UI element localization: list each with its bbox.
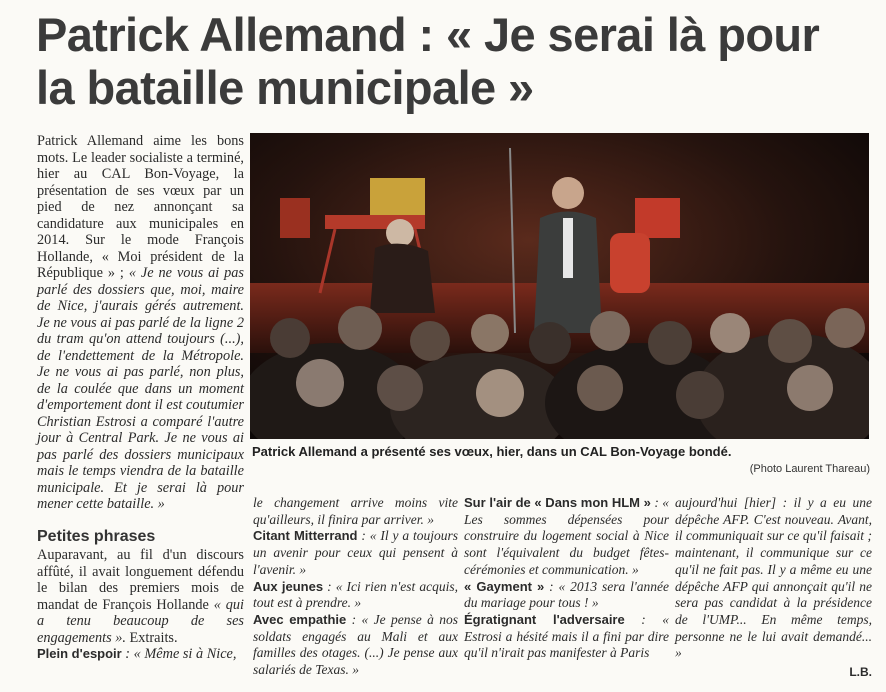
intro-quote: « Je ne vous ai pas parlé des dossiers que, moi, maire de Nice, j'aurais gérés autrement. Je ne vous ai pas parlé de la ligne 2 du tram qu'on attend toujours (...), de l'endettement de la Métropole. Je ne vous ai pas parlé, non plus, de la coulée que dans un moment d'emportement dont il est coutumier Christian Estrosi a comparé l'autre jour à Central Park. Je ne vous ai pas parlé des dossiers municipaux mais le temps viendra de la bataille municipale. Et je serai là pour mener cette bataille. » [37, 265, 244, 512]
quote-text: le changement arrive moins vite qu'ailleurs, il finira par arriver. » [253, 495, 458, 527]
quote-continuation [675, 495, 872, 662]
article-column-4 [675, 495, 872, 681]
intro-text: Patrick Allemand aime les bons mots. Le leader socialiste a terminé, hier au CAL Bon-Voyage, la présentation de ses vœux par un pied de nez annonçant sa candidature aux municipales en 2014. Sur le mode François Hollande, « Moi président de la République » ; [37, 133, 244, 281]
lead-citant-mitterrand: Citant Mitterrand [253, 528, 358, 544]
quote-text: aujourd'hui [hier] : il y a eu une dépêche AFP. C'est nouveau. Avant, il communiquait sur ce qu'il faisait ; maintenant, il communique sur ce qu'il ne fait pas. Il y a même eu une dépêche AFP qui annonçait qu'il ne sera pas candidat à la présidence de l'UMP... En même temps, personne ne le lui avait demandé... » [675, 495, 872, 661]
quote-empathie [253, 612, 458, 679]
lead-avec-empathie: Avec empathie [253, 611, 347, 627]
quote-text: : « Même si à Nice, [121, 646, 237, 662]
event-photo [250, 133, 869, 439]
quote-plein-espoir [37, 646, 244, 663]
quote-adversaire [464, 612, 669, 662]
quote-text: : « Il y a toujours un avenir pour ceux qui pensent à l'avenir. » [253, 528, 458, 577]
para2-text: Auparavant, au fil d'un discours affûté, il avait longuement défendu le bilan des premiers mois de mandat de François Hollande [37, 547, 244, 613]
second-paragraph [37, 547, 244, 646]
quote-continuation [253, 495, 458, 528]
photo-caption: Patrick Allemand a présenté ses vœux, hier, dans un CAL Bon-Voyage bondé. [252, 444, 732, 459]
stage-scene-illustration [250, 133, 869, 439]
quote-text: : « Les sommes dépensées pour construire du logement social à Nice sont l'équivalent du budget fêtes-cérémonies et communication. » [464, 495, 669, 577]
subhead-petites-phrases: Petites phrases [37, 527, 156, 545]
quote-text: : « Estrosi a hésité mais il a fini par dire qu'il n'irait pas manifester à Paris [464, 611, 670, 661]
para2-quote: « qui a tenu beaucoup de ses engagements ». [37, 596, 244, 646]
article-column-3 [464, 495, 669, 662]
quote-text: : « Je pense à nos soldats engagés au Mali et aux familles des otages. (...) Je pense aux salariés de Texas. » [253, 611, 458, 678]
article-column-2 [253, 495, 458, 679]
quote-text: : « 2013 sera l'année du mariage pour tous ! » [464, 578, 669, 611]
lead-egratignant: Égratignant l'adversaire [464, 611, 625, 627]
quote-hlm [464, 495, 669, 579]
quote-mitterrand [253, 528, 458, 578]
quote-gayment [464, 579, 669, 612]
lead-aux-jeunes: Aux jeunes [253, 578, 324, 594]
lead-plein-espoir: Plein d'espoir [37, 646, 122, 661]
intro-paragraph [37, 133, 244, 513]
para2-end: Extraits. [125, 629, 178, 646]
quote-text: : « Ici rien n'est acquis, tout est à prendre. » [253, 578, 458, 611]
photo-credit: (Photo Laurent Thareau) [749, 463, 870, 475]
author-signature: L.B. [849, 665, 872, 680]
article-column-1 [37, 133, 244, 663]
article-headline: Patrick Allemand : « Je serai là pour la bataille municipale » [36, 8, 820, 114]
quote-jeunes [253, 579, 458, 612]
lead-gayment: « Gayment » [464, 578, 545, 594]
lead-dans-mon-hlm: Sur l'air de « Dans mon HLM » [464, 495, 651, 510]
